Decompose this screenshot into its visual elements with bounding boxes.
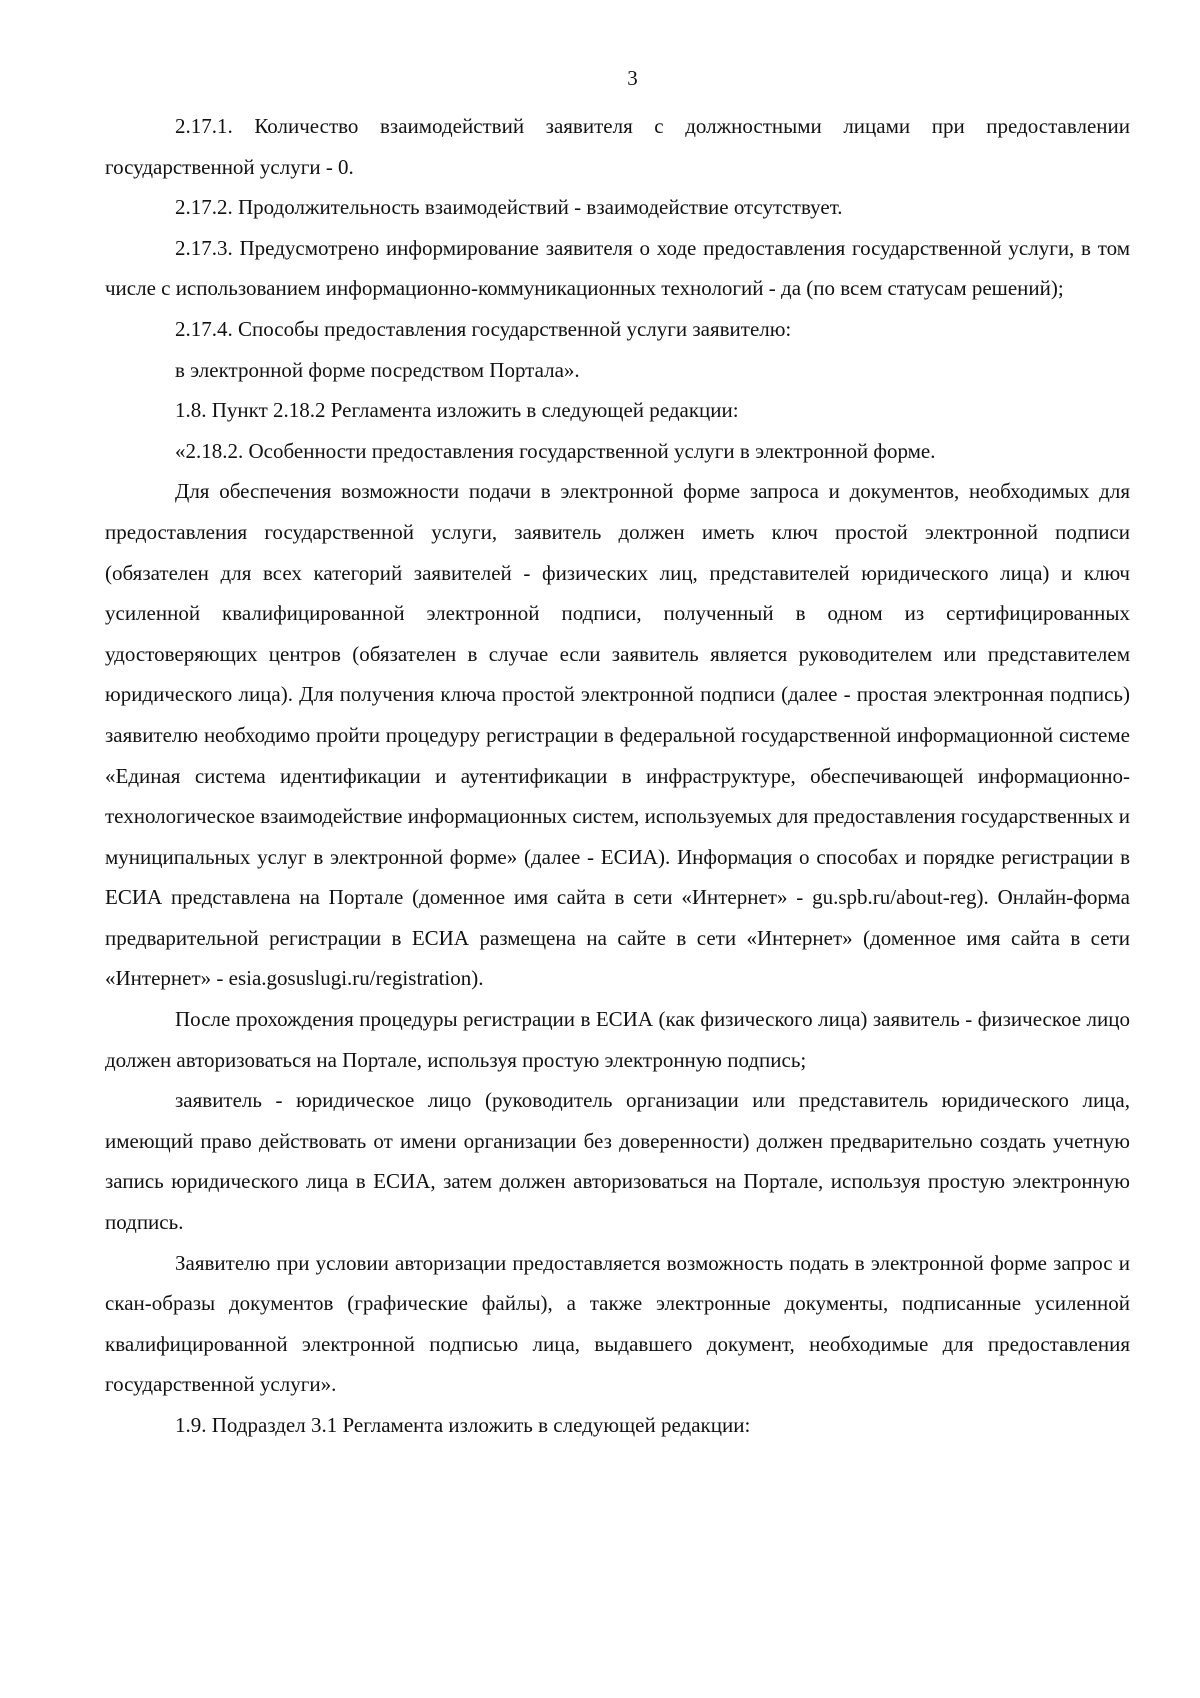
paragraph-1-8: 1.8. Пункт 2.18.2 Регламента изложить в следующей редакции: (175, 398, 739, 423)
paragraph-individual-authorization: После прохождения процедуры регистрации в ЕСИА (как физического лица) заявитель - физическое лицо должен авторизоваться на Портале, используя простую электронную подпись; (105, 1007, 1130, 1072)
paragraph-2-17-1: 2.17.1. Количество взаимодействий заявителя с должностными лицами при предоставлении государственной услуги - 0. (105, 114, 1130, 179)
paragraph-2-18-2: «2.18.2. Особенности предоставления государственной услуги в электронной форме. (175, 438, 936, 463)
paragraph-esia-requirements: Для обеспечения возможности подачи в электронной форме запроса и документов, необходимых для предоставления государственной услуги, заявитель должен иметь ключ простой электронной подписи (обязателен для всех категорий заявителей - физических лиц, представителей юридического лица) и ключ усиленной квалифицированной электронной подписи, полученный в одном из сертифицированных удостоверяющих центров (обязателен в случае если заявитель является руководителем или представителем юридического лица). Для получения ключа простой электронной подписи (далее - простая электронная подпись) заявителю необходимо пройти процедуру регистрации в федеральной государственной информационной системе «Единая система идентификации и аутентификации в инфраструктуре, обеспечивающей информационно-технологическое взаимодействие информационных систем, используемых для предоставления государственных и муниципальных услуг в электронной форме» (далее - ЕСИА). Информация о способах и порядке регистрации в ЕСИА представлена на Портале (доменное имя сайта в сети «Интернет» - gu.spb.ru/about-reg). Онлайн-форма предварительной регистрации в ЕСИА размещена на сайте в сети «Интернет» (доменное имя сайта в сети «Интернет» - esia.gosuslugi.ru/registration). (105, 479, 1130, 991)
page-number: 3 (627, 66, 638, 90)
paragraph-1-9: 1.9. Подраздел 3.1 Регламента изложить в следующей редакции: (175, 1413, 751, 1437)
paragraph-submission-options: Заявителю при условии авторизации предоставляется возможность подать в электронной форме запрос и скан-образы документов (графические файлы), а также электронные документы, подписанные усиленной квалифицированной электронной подписью лица, выдавшего документ, необходимые для предоставления государственной услуги». (105, 1250, 1130, 1397)
paragraph-2-17-4: 2.17.4. Способы предоставления государственной услуги заявителю: (175, 316, 792, 341)
paragraph-electronic-form: в электронной форме посредством Портала». (175, 357, 580, 382)
paragraph-legal-entity-authorization: заявитель - юридическое лицо (руководитель организации или представитель юридического лица, имеющий право действовать от имени организации без доверенности) должен предварительно создать учетную запись юридического лица в ЕСИА, затем должен авторизоваться на Портале, используя простую электронную подпись. (105, 1088, 1130, 1235)
paragraph-2-17-2: 2.17.2. Продолжительность взаимодействий - взаимодействие отсутствует. (175, 195, 843, 220)
paragraph-2-17-3: 2.17.3. Предусмотрено информирование заявителя о ходе предоставления государственной услуги, в том числе с использованием информационно-коммуникационных технологий - да (по всем статусам решений); (105, 235, 1130, 301)
